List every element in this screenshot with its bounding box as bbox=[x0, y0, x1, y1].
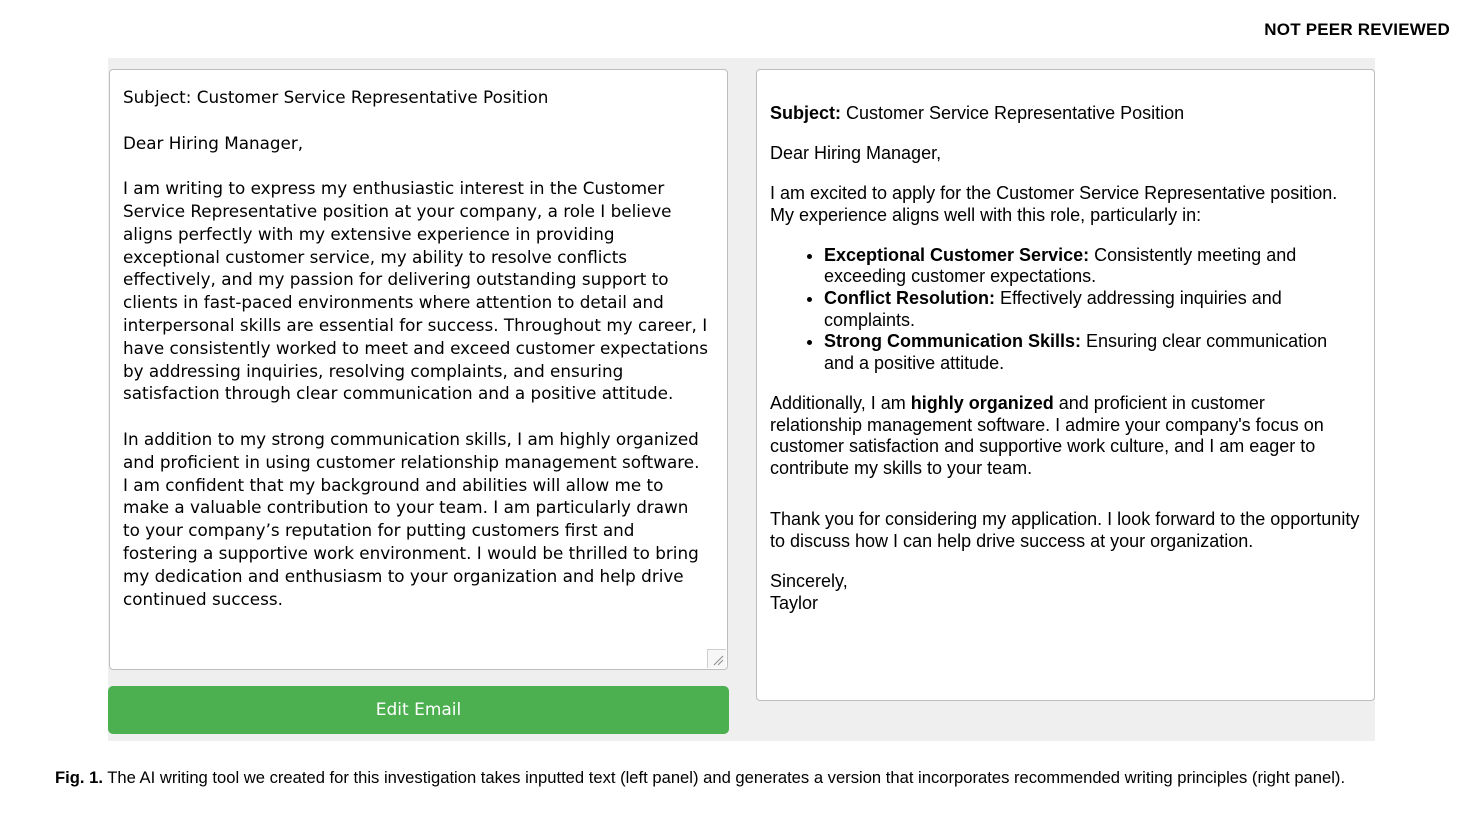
subject-line bbox=[770, 103, 1360, 125]
signoff bbox=[770, 571, 1360, 614]
bullet-heading: Strong Communication Skills: bbox=[824, 331, 1082, 352]
thanks-paragraph: Thank you for considering my application. I look forward to the opportunity to discuss how I can help drive success at your organization. bbox=[770, 509, 1360, 551]
input-email-textarea[interactable] bbox=[109, 69, 728, 670]
edit-email-button[interactable]: Edit Email bbox=[108, 686, 729, 734]
greeting: Dear Hiring Manager, bbox=[770, 143, 942, 164]
additional-paragraph bbox=[770, 393, 1360, 479]
list-item bbox=[824, 288, 1360, 331]
signature: Taylor bbox=[770, 592, 819, 613]
bullet-text: Effectively addressing inquiries and complaints. bbox=[824, 288, 1282, 330]
bullet-text: Consistently meeting and exceeding customer expectations. bbox=[824, 244, 1297, 287]
additional-pre: Additionally, I am bbox=[770, 392, 911, 413]
figure-caption bbox=[55, 768, 1345, 788]
list-item bbox=[824, 331, 1360, 374]
list-item bbox=[824, 245, 1360, 288]
subject-value: Customer Service Representative Position bbox=[841, 103, 1185, 123]
subject-label: Subject: bbox=[770, 103, 842, 123]
skills-list bbox=[770, 245, 1360, 375]
generated-email-content bbox=[770, 103, 1360, 633]
bullet-heading: Conflict Resolution: bbox=[824, 288, 995, 309]
peer-review-note: NOT PEER REVIEWED bbox=[1264, 20, 1450, 39]
caption-text: The AI writing tool we created for this investigation takes inputted text (left panel) and generates a version that incorporates recommended writing principles (right panel). bbox=[102, 768, 1346, 787]
additional-post: and proficient in customer relationship management software. I admire your company's focus on customer satisfaction and supportive work culture, and I am eager to contribute my skills to your team. bbox=[770, 392, 1324, 478]
generated-email-panel bbox=[756, 69, 1375, 701]
caption-label: Fig. 1. bbox=[55, 768, 103, 787]
bullet-heading: Exceptional Customer Service: bbox=[824, 244, 1090, 265]
bullet-text: Ensuring clear communication and a positive attitude. bbox=[824, 331, 1328, 373]
closing: Sincerely, bbox=[770, 571, 848, 591]
intro-paragraph: I am excited to apply for the Customer Service Representative position. My experience aligns well with this role, particularly in: bbox=[770, 183, 1338, 225]
additional-bold: highly organized bbox=[910, 392, 1054, 413]
input-email-text[interactable]: Subject: Customer Service Representative Position Dear Hiring Manager, I am writing to express my enthusiastic interest in the Customer Service Representative position at your company, a role I believe aligns perfectly with my extensive experience in providing exceptional customer service, my ability to resolve conflicts effectively, and my passion for delivering outstanding support to clients in fast-paced environments where attention to detail and interpersonal skills are essential for success. Throughout my career, I have consistently worked to meet and exceed customer expectations by addressing inquiries, resolving complaints, and ensuring satisfaction through clear communication and a positive attitude. In addition to my strong communication skills, I am highly organized and proficient in using customer relationship management software. I am confident that my background and abilities will allow me to make a valuable contribution to your team. I am particularly drawn to your company’s reputation for putting customers first and fostering a supportive work environment. I would be thrilled to bring my dedication and enthusiasm to your organization and help drive continued success. bbox=[123, 87, 708, 609]
resize-handle-icon[interactable] bbox=[707, 649, 726, 668]
